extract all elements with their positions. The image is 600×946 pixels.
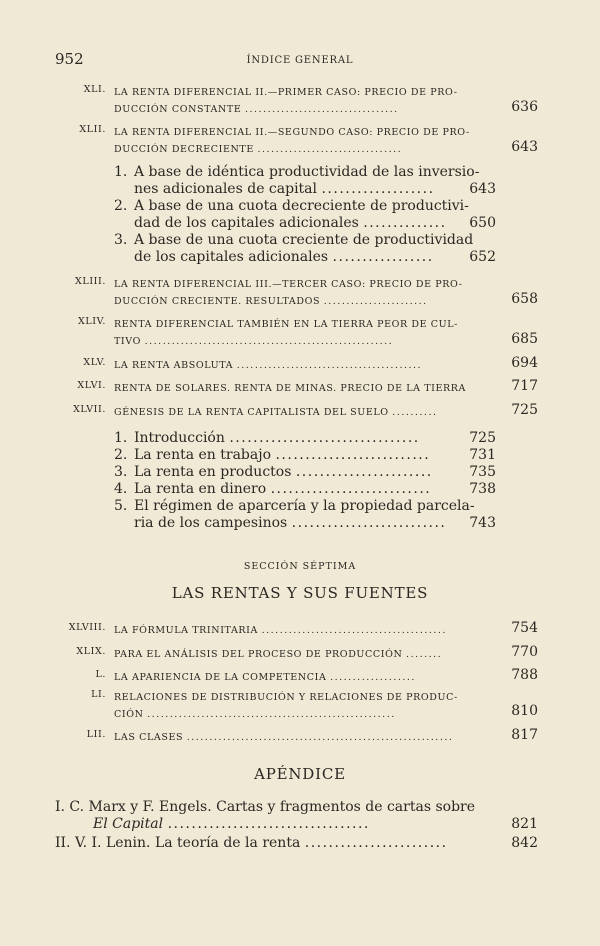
subentry-title: La renta en dinero ...........................	[134, 481, 432, 497]
page-ref: 842	[511, 835, 538, 851]
page-ref: 754	[511, 620, 538, 636]
subentry-title: El régimen de aparcería y la propiedad parcela- ria de los campesinos ..........................	[134, 498, 475, 531]
subentry-number: 1.	[114, 430, 128, 446]
subentry-number: 5.	[114, 498, 128, 514]
chapter-title: RELACIONES DE DISTRIBUCIÓN Y RELACIONES DE PRODUC- CIÓN .......................................................	[114, 692, 458, 720]
chapter-title: GÉNESIS DE LA RENTA CAPITALISTA DEL SUELO ..........	[114, 407, 438, 418]
chapter-title: LA RENTA DIFERENCIAL III.—TERCER CASO: PRECIO DE PRO- DUCCIÓN CRECIENTE. RESULTADOS .......................	[114, 279, 463, 307]
appendix-entry-title: I. C. Marx y F. Engels. Cartas y fragmentos de cartas sobre El Capital ..................................	[55, 799, 476, 832]
chapter-number: XLVIII.	[68, 622, 106, 633]
chapter-number: L.	[95, 669, 106, 680]
page-ref: 643	[511, 139, 538, 155]
subentry-title: La renta en trabajo ..........................	[134, 447, 431, 463]
page-ref: 652	[469, 249, 496, 265]
page-ref: 650	[469, 215, 496, 231]
subentry-title: A base de una cuota decreciente de productivi- dad de los capitales adicionales ..............	[134, 198, 469, 231]
page-ref: 738	[469, 481, 496, 497]
chapter-number: XLVI.	[77, 380, 106, 391]
chapter-number: XLIV.	[77, 316, 106, 327]
subentry-number: 3.	[114, 464, 128, 480]
page-ref: 717	[511, 378, 538, 394]
page-ref: 685	[511, 331, 538, 347]
chapter-number: XLIX.	[76, 646, 106, 657]
subentry-number: 2.	[114, 447, 128, 463]
page-ref: 658	[511, 291, 538, 307]
subentry-number: 3.	[114, 232, 128, 248]
chapter-number: XLVII.	[73, 404, 106, 415]
page-ref: 694	[511, 355, 538, 371]
section-label: SECCIÓN SÉPTIMA	[243, 561, 357, 572]
chapter-title: LA RENTA ABSOLUTA .........................................	[114, 360, 423, 371]
page-ref: 731	[469, 447, 496, 463]
page-ref: 643	[469, 181, 496, 197]
section-title: LAS RENTAS Y SUS FUENTES	[171, 584, 429, 602]
chapter-title: RENTA DIFERENCIAL TAMBIÉN EN LA TIERRA PEOR DE CUL- TIVO .......................................................	[114, 319, 458, 347]
chapter-title: LAS CLASES ...........................................................	[114, 732, 454, 743]
page-ref: 821	[511, 816, 538, 832]
appendix-entry-title: II. V. I. Lenin. La teoría de la renta ........................	[55, 835, 448, 851]
page-number: 952	[55, 50, 84, 68]
chapter-number: XLV.	[83, 357, 106, 368]
page-ref: 725	[511, 402, 538, 418]
page-ref: 770	[511, 644, 538, 660]
page-ref: 735	[469, 464, 496, 480]
chapter-title: LA FÓRMULA TRINITARIA .........................................	[114, 625, 447, 636]
chapter-title: PARA EL ANÁLISIS DEL PROCESO DE PRODUCCIÓN ........	[114, 649, 443, 660]
subentry-number: 1.	[114, 164, 128, 180]
chapter-number: XLIII.	[75, 276, 106, 287]
chapter-title: LA RENTA DIFERENCIAL II.—SEGUNDO CASO: PRECIO DE PRO- DUCCIÓN DECRECIENTE ................................	[114, 127, 470, 155]
page-ref: 810	[511, 703, 538, 719]
chapter-number: LI.	[91, 689, 106, 700]
chapter-number: XLI.	[83, 84, 106, 95]
running-header: ÍNDICE GENERAL	[246, 55, 354, 66]
page-ref: 725	[469, 430, 496, 446]
page-ref: 817	[511, 727, 538, 743]
page-ref: 636	[511, 99, 538, 115]
subentry-title: La renta en productos .......................	[134, 464, 433, 480]
page-ref: 743	[469, 515, 496, 531]
chapter-title: LA APARIENCIA DE LA COMPETENCIA ...................	[114, 672, 416, 683]
chapter-title: RENTA DE SOLARES. RENTA DE MINAS. PRECIO DE LA TIERRA	[114, 383, 467, 394]
subentry-number: 2.	[114, 198, 128, 214]
subentry-title: Introducción ................................	[134, 430, 420, 446]
page-ref: 788	[511, 667, 538, 683]
chapter-number: XLII.	[79, 124, 106, 135]
subentry-title: A base de una cuota creciente de productividad de los capitales adicionales .................	[134, 232, 474, 265]
subentry-number: 4.	[114, 481, 128, 497]
appendix-title: APÉNDICE	[254, 765, 346, 783]
chapter-title: LA RENTA DIFERENCIAL II.—PRIMER CASO: PRECIO DE PRO- DUCCIÓN CONSTANTE ..................................	[114, 87, 458, 115]
chapter-number: LII.	[86, 729, 106, 740]
subentry-title: A base de idéntica productividad de las inversio- nes adicionales de capital ...................	[134, 164, 480, 197]
